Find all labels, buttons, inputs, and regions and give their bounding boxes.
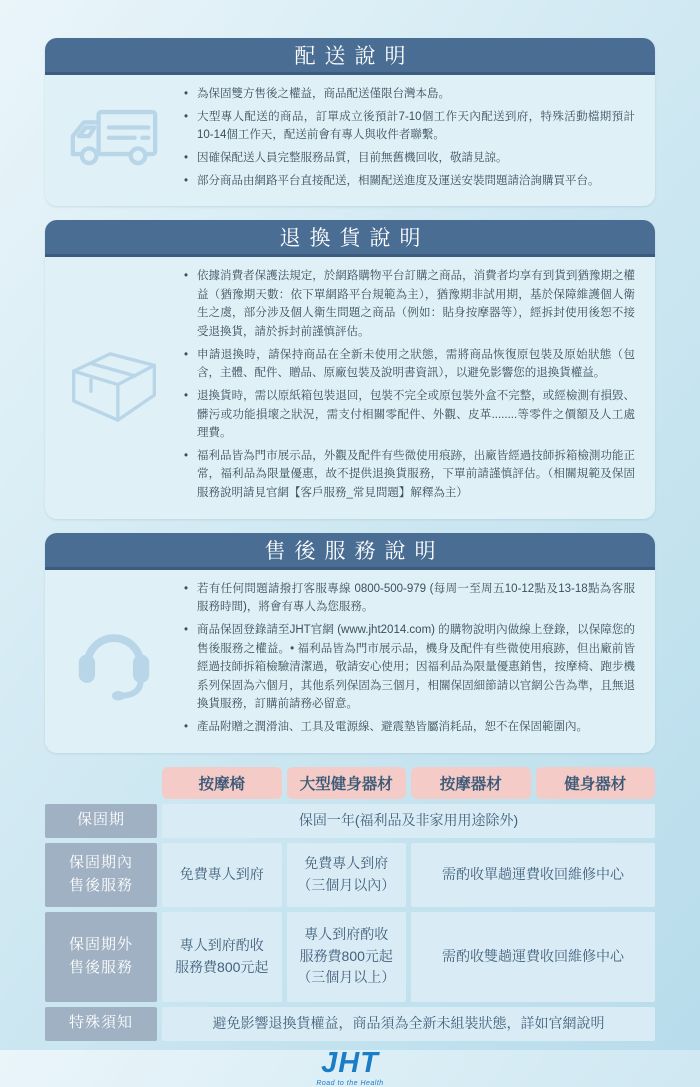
table-row-label: 特殊須知	[45, 1007, 157, 1041]
section-aftersales-body	[45, 570, 655, 753]
truck-icon	[45, 85, 183, 194]
table-cell: 避免影響退換貨權益，商品須為全新未組裝狀態，詳如官網說明	[162, 1007, 655, 1041]
headset-icon	[45, 580, 183, 741]
section-returns-header	[45, 220, 655, 257]
jht-logo-tagline: Road to the Health	[316, 1079, 384, 1087]
table-cell: 專人到府酌收 服務費800元起	[162, 912, 282, 1002]
table-corner-cell	[45, 767, 157, 799]
footer	[45, 1046, 655, 1087]
bullet-item: • 部分商品由網路平台直接配送，相關配送進度及運送安裝問題請洽詢購買平台。	[183, 172, 635, 191]
table-column-header: 按摩椅	[162, 767, 282, 799]
table-cell: 保固一年(福利品及非家用用途除外)	[162, 804, 655, 838]
bullet-item: • 為保固雙方售後之權益，商品配送僅限台灣本島。	[183, 85, 635, 104]
bullet-item: • 因確保配送人員完整服務品質，目前無舊機回收，敬請見諒。	[183, 149, 635, 168]
table-cell: 專人到府酌收 服務費800元起 （三個月以上）	[287, 912, 407, 1002]
table-column-header: 按摩器材	[411, 767, 531, 799]
bullet-item: • 退換貨時，需以原紙箱包裝退回，包裝不完全或原包裝外盒不完整，或經檢測有損毀、髒污或功能損壞之狀況，需支付相關零配件、外觀、皮革........等零件之價額及人工處理費。	[183, 387, 635, 443]
section-aftersales	[45, 533, 655, 753]
bullet-item: • 若有任何問題請撥打客服專線 0800-500-979 (每周一至周五10-12點及13-18點為客服服務時間)，將會有專人為您服務。	[183, 580, 635, 617]
section-delivery	[45, 38, 655, 206]
table-cell: 需酌收雙趟運費收回維修中心	[411, 912, 655, 1002]
section-returns-bullets	[183, 267, 635, 507]
table-column-header: 大型健身器材	[287, 767, 407, 799]
warranty-table	[45, 767, 655, 1041]
bullet-item: • 依據消費者保護法規定，於網路購物平台訂購之商品，消費者均享有到貨到猶豫期之權益（猶豫期天數：依下單網路平台規範為主），猶豫期非試用期，基於保障維護個人衛生之虞，部分涉及個人衛生問題之商品（例如：貼身按摩器等），經拆封使用後恕不接受退換貨，請於拆封前謹慎評估。	[183, 267, 635, 342]
table-cell: 免費專人到府	[162, 843, 282, 907]
section-title: 退換貨說明	[279, 227, 430, 251]
table-column-header: 健身器材	[536, 767, 656, 799]
table-cell: 免費專人到府 （三個月以內）	[287, 843, 407, 907]
section-returns	[45, 220, 655, 519]
section-delivery-header	[45, 38, 655, 75]
section-title: 配送說明	[294, 45, 415, 68]
table-row-label: 保固期外 售後服務	[45, 912, 157, 1002]
bullet-item: • 申請退換時，請保持商品在全新未使用之狀態，需將商品恢復原包裝及原始狀態（包含，主體、配件、贈品、原廠包裝及說明書資訊），以避免影響您的退換貨權益。	[183, 346, 635, 383]
section-delivery-bullets	[183, 85, 635, 194]
table-row-label: 保固期內 售後服務	[45, 843, 157, 907]
table-cell: 需酌收單趟運費收回維修中心	[411, 843, 655, 907]
bullet-item: • 商品保固登錄請至JHT官網 (www.jht2014.com) 的購物說明內做線上登錄，以保障您的售後服務之權益。• 福利品皆為門市展示品，機身及配件有些微使用痕跡，但出廠前皆經過技師拆箱檢驗清潔過，敬請安心使用；因福利品為限量優惠銷售，按摩椅、跑步機系列保固為六個月，其他系列保固為三個月，相關保固細節請以官網公告為準，且無退換貨服務，訂購前請務必留意。	[183, 621, 635, 714]
section-delivery-body	[45, 75, 655, 206]
section-returns-body	[45, 257, 655, 519]
section-aftersales-bullets	[183, 580, 635, 741]
section-title: 售後服務說明	[264, 539, 445, 563]
box-icon	[45, 267, 183, 507]
bullet-item: • 福利品皆為門市展示品，外觀及配件有些微使用痕跡，出廠皆經過技師拆箱檢測功能正常，福利品為限量優惠，故不提供退換貨服務，下單前請謹慎評估。（相關規範及保固服務說明請見官網【客戶服務_常見問題】解釋為主）	[183, 447, 635, 503]
section-aftersales-header	[45, 533, 655, 570]
bullet-item: • 大型專人配送的商品，訂單成立後預計7-10個工作天內配送到府，特殊活動檔期預計10-14個工作天，配送前會有專人與收件者聯繫。	[183, 108, 635, 145]
jht-logo: JHT	[321, 1046, 379, 1079]
table-row-label: 保固期	[45, 804, 157, 838]
bullet-item: • 產品附贈之潤滑油、工具及電源線、避震墊皆屬消耗品，恕不在保固範圍內。	[183, 718, 635, 737]
